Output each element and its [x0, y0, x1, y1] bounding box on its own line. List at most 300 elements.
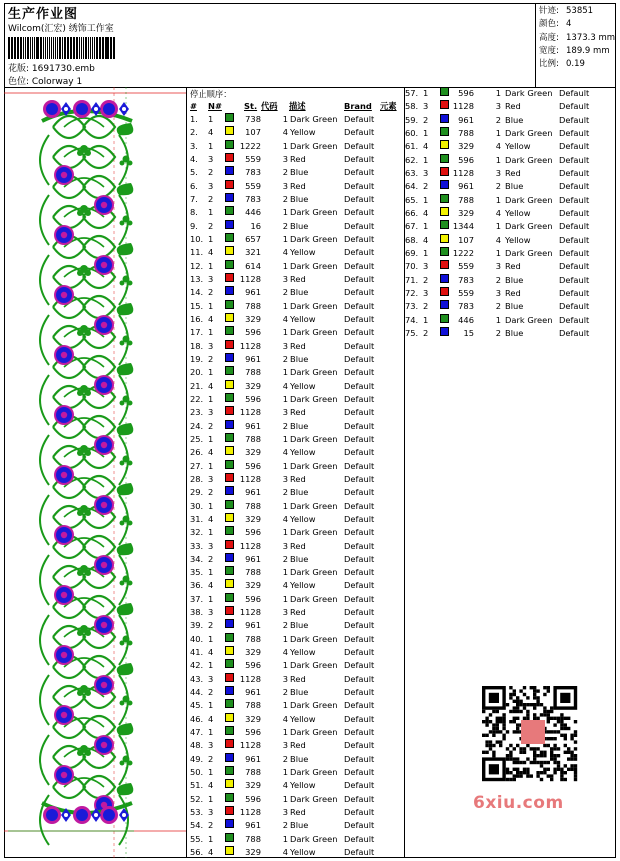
color-description: Yellow: [290, 380, 316, 391]
needle-number: 3: [208, 153, 214, 164]
color-swatch: [225, 406, 234, 415]
needle-number: 3: [208, 340, 214, 351]
needle-number: 1: [208, 833, 214, 844]
color-description: Blue: [290, 820, 309, 831]
stitch-count: 329: [245, 647, 261, 658]
stitch-count: 1128: [452, 101, 474, 112]
color-code: 3: [282, 180, 288, 191]
stitch-count: 596: [245, 393, 261, 404]
stitch-count: 446: [245, 207, 261, 218]
color-swatch: [440, 140, 449, 149]
stop-index: 58.: [405, 101, 419, 112]
color-code: 1: [282, 460, 288, 471]
col-code-header: 代码: [261, 101, 278, 111]
needle-number: 1: [208, 767, 214, 778]
stop-index: 62.: [405, 154, 419, 165]
stitch-count: 329: [245, 580, 261, 591]
stitch-count: 596: [245, 460, 261, 471]
color-code: 1: [282, 700, 288, 711]
brand-name: Default: [559, 181, 590, 192]
stop-index: 61.: [405, 141, 419, 152]
color-swatch: [225, 313, 234, 322]
brand-name: Default: [344, 167, 375, 178]
stitch-count: 1128: [239, 407, 261, 418]
color-description: Dark Green: [505, 194, 553, 205]
stitch-count: 559: [245, 153, 261, 164]
needle-number: 1: [208, 207, 214, 218]
stop-index: 29.: [190, 487, 204, 498]
stitch-count: 1128: [239, 340, 261, 351]
color-code: 4: [282, 580, 288, 591]
brand-name: Default: [344, 193, 375, 204]
color-description: Yellow: [290, 713, 316, 724]
stop-row: [405, 87, 615, 100]
color-code: 3: [495, 167, 501, 178]
color-code: 1: [282, 327, 288, 338]
color-swatch: [225, 460, 234, 469]
needle-number: 2: [208, 553, 214, 564]
needle-number: 2: [423, 327, 429, 338]
color-description: Dark Green: [290, 767, 338, 778]
stitch-count: 788: [245, 633, 261, 644]
stop-row: [405, 167, 615, 180]
stop-index: 34.: [190, 553, 204, 564]
color-swatch: [225, 513, 234, 522]
brand-name: Default: [344, 753, 375, 764]
color-description: Blue: [505, 327, 524, 338]
stop-row: [190, 673, 402, 686]
brand-name: Default: [344, 633, 375, 644]
stitch-count: 961: [245, 420, 261, 431]
stop-index: 32.: [190, 527, 204, 538]
brand-name: Default: [344, 820, 375, 831]
needle-number: 4: [208, 780, 214, 791]
needle-number: 2: [208, 167, 214, 178]
stitch-count: 596: [245, 527, 261, 538]
stop-index: 47.: [190, 727, 204, 738]
stop-index: 37.: [190, 593, 204, 604]
brand-name: Default: [344, 793, 375, 804]
stitch-count: 961: [245, 287, 261, 298]
needle-number: 3: [208, 807, 214, 818]
brand-name: Default: [559, 221, 590, 232]
needle-number: 4: [208, 713, 214, 724]
color-description: Dark Green: [290, 367, 338, 378]
stop-index: 55.: [190, 833, 204, 844]
color-description: Yellow: [290, 647, 316, 658]
stitch-count: 446: [458, 314, 474, 325]
stop-index: 24.: [190, 420, 204, 431]
color-description: Yellow: [290, 580, 316, 591]
color-description: Blue: [290, 753, 309, 764]
color-swatch: [225, 366, 234, 375]
stitch-count: 961: [245, 487, 261, 498]
color-description: Blue: [290, 353, 309, 364]
brand-name: Default: [344, 447, 375, 458]
color-description: Red: [505, 261, 521, 272]
needle-number: 1: [208, 114, 214, 124]
needle-number: 4: [208, 580, 214, 591]
color-code: 3: [495, 287, 501, 298]
color-swatch: [225, 846, 234, 855]
stop-row: [190, 846, 402, 859]
needle-number: 2: [208, 820, 214, 831]
brand-name: Default: [344, 713, 375, 724]
brand-name: Default: [559, 314, 590, 325]
col-elem-header: 元素: [380, 101, 397, 111]
color-description: Dark Green: [505, 154, 553, 165]
color-code: 4: [282, 780, 288, 791]
design-preview: [4, 87, 187, 858]
needle-number: 2: [208, 487, 214, 498]
color-swatch: [440, 260, 449, 269]
needle-number: 4: [208, 647, 214, 658]
stitch-count: 329: [245, 513, 261, 524]
stop-index: 22.: [190, 393, 204, 404]
color-description: Blue: [290, 687, 309, 698]
color-swatch: [225, 833, 234, 842]
color-swatch: [440, 114, 449, 123]
stop-index: 8.: [190, 207, 198, 218]
brand-name: Default: [344, 340, 375, 351]
color-swatch: [225, 420, 234, 429]
brand-name: Default: [344, 513, 375, 524]
stitch-count: 1128: [239, 540, 261, 551]
stop-index: 35.: [190, 567, 204, 578]
color-code: 1: [495, 194, 501, 205]
stop-row: [190, 113, 402, 126]
color-code: 1: [282, 300, 288, 311]
color-code: 2: [282, 220, 288, 231]
color-code: 1: [282, 393, 288, 404]
brand-name: Default: [344, 153, 375, 164]
info-row: [539, 58, 616, 71]
brand-name: Default: [344, 580, 375, 591]
stop-index: 38.: [190, 607, 204, 618]
stop-row: [190, 153, 402, 166]
needle-number: 2: [423, 274, 429, 285]
info-row: [539, 5, 616, 18]
stop-row: [190, 593, 402, 606]
watermark-logo: 6xiu.com: [473, 793, 564, 813]
color-description: Blue: [290, 420, 309, 431]
brand-name: Default: [344, 180, 375, 191]
stop-row: [190, 420, 402, 433]
needle-number: 3: [208, 407, 214, 418]
needle-number: 1: [208, 593, 214, 604]
color-swatch: [225, 300, 234, 309]
brand-name: Default: [344, 273, 375, 284]
stop-index: 10.: [190, 233, 204, 244]
needle-number: 1: [208, 140, 214, 151]
color-swatch: [225, 793, 234, 802]
stop-index: 70.: [405, 261, 419, 272]
brand-name: Default: [344, 353, 375, 364]
stitch-count: 596: [245, 793, 261, 804]
color-code: 1: [282, 767, 288, 778]
color-code: 2: [495, 274, 501, 285]
needle-number: 4: [423, 234, 429, 245]
color-swatch: [225, 340, 234, 349]
stop-index: 16.: [190, 313, 204, 324]
brand-name: Default: [344, 780, 375, 791]
color-code: 3: [282, 540, 288, 551]
color-swatch: [225, 500, 234, 509]
color-code: 1: [282, 593, 288, 604]
color-description: Dark Green: [290, 140, 338, 151]
brand-name: Default: [559, 88, 590, 98]
info-value: 189.9 mm: [566, 45, 610, 56]
stop-index: 67.: [405, 221, 419, 232]
stop-list-column-1: [190, 100, 402, 859]
stop-row: [190, 393, 402, 406]
color-code: 2: [282, 287, 288, 298]
stitch-count: 961: [245, 753, 261, 764]
stop-row: [405, 140, 615, 153]
stitch-count: 596: [245, 727, 261, 738]
stitch-count: 788: [245, 367, 261, 378]
color-swatch: [225, 260, 234, 269]
stop-row: [190, 473, 402, 486]
color-code: 4: [282, 380, 288, 391]
color-code: 4: [282, 513, 288, 524]
needle-number: 1: [208, 793, 214, 804]
stitch-count: 596: [245, 660, 261, 671]
color-code: 1: [282, 433, 288, 444]
color-swatch: [225, 486, 234, 495]
stitch-count: 107: [245, 127, 261, 138]
color-code: 3: [282, 607, 288, 618]
stop-row: [190, 579, 402, 592]
stop-row: [190, 726, 402, 739]
page-title: 生产作业图: [8, 7, 79, 22]
stop-list-column-2: [405, 87, 615, 340]
color-swatch: [440, 327, 449, 336]
color-swatch: [225, 180, 234, 189]
color-description: Yellow: [505, 207, 531, 218]
brand-name: Default: [559, 101, 590, 112]
stop-row: [190, 126, 402, 139]
stop-index: 41.: [190, 647, 204, 658]
brand-name: Default: [344, 460, 375, 471]
stop-row: [190, 380, 402, 393]
stitch-count: 614: [245, 260, 261, 271]
color-swatch: [440, 194, 449, 203]
color-swatch: [225, 540, 234, 549]
color-swatch: [225, 113, 234, 122]
brand-name: Default: [344, 380, 375, 391]
brand-name: Default: [559, 207, 590, 218]
color-code: 1: [282, 500, 288, 511]
col-desc-header: 描述: [289, 101, 306, 111]
color-description: Red: [290, 340, 306, 351]
stitch-count: 961: [458, 181, 474, 192]
stop-row: [190, 206, 402, 219]
brand-name: Default: [344, 767, 375, 778]
brand-name: Default: [344, 593, 375, 604]
color-swatch: [440, 220, 449, 229]
stop-index: 42.: [190, 660, 204, 671]
color-code: 1: [495, 247, 501, 258]
color-swatch: [225, 140, 234, 149]
needle-number: 4: [208, 247, 214, 258]
stop-row: [190, 233, 402, 246]
color-swatch: [225, 380, 234, 389]
color-code: 1: [282, 793, 288, 804]
color-swatch: [225, 606, 234, 615]
col-brand-header: Brand: [344, 101, 372, 111]
stop-index: 15.: [190, 300, 204, 311]
needle-number: 3: [423, 167, 429, 178]
stop-index: 73.: [405, 301, 419, 312]
color-description: Blue: [505, 114, 524, 125]
brand-name: Default: [559, 234, 590, 245]
color-description: Yellow: [290, 127, 316, 138]
stop-index: 23.: [190, 407, 204, 418]
brand-name: Default: [344, 527, 375, 538]
stitch-count: 559: [458, 287, 474, 298]
stitch-count: 738: [245, 114, 261, 124]
stop-row: [190, 446, 402, 459]
stop-row: [405, 100, 615, 113]
stitch-count: 329: [458, 141, 474, 152]
stop-index: 46.: [190, 713, 204, 724]
stop-list-header: [190, 100, 402, 113]
needle-number: 1: [208, 633, 214, 644]
needle-number: 4: [208, 127, 214, 138]
needle-number: 3: [208, 540, 214, 551]
color-swatch: [440, 314, 449, 323]
color-code: 3: [495, 101, 501, 112]
color-code: 4: [495, 207, 501, 218]
stop-row: [405, 234, 615, 247]
color-description: Red: [290, 180, 306, 191]
color-swatch: [225, 233, 234, 242]
stitch-count: 1222: [452, 247, 474, 258]
brand-name: Default: [344, 620, 375, 631]
color-description: Dark Green: [505, 88, 553, 98]
stop-row: [190, 460, 402, 473]
color-description: Dark Green: [505, 314, 553, 325]
needle-number: 1: [423, 221, 429, 232]
info-value: 0.19: [566, 59, 585, 70]
color-description: Blue: [505, 181, 524, 192]
stitch-count: 1128: [239, 607, 261, 618]
color-code: 1: [282, 527, 288, 538]
stop-row: [190, 193, 402, 206]
brand-name: Default: [344, 140, 375, 151]
color-code: 3: [282, 473, 288, 484]
needle-number: 3: [208, 473, 214, 484]
stitch-count: 657: [245, 233, 261, 244]
color-code: 2: [495, 114, 501, 125]
color-code: 3: [282, 673, 288, 684]
color-swatch: [225, 393, 234, 402]
needle-number: 1: [208, 233, 214, 244]
stop-index: 28.: [190, 473, 204, 484]
stop-index: 25.: [190, 433, 204, 444]
stitch-count: 788: [245, 833, 261, 844]
stitch-count: 1344: [452, 221, 474, 232]
needle-number: 4: [208, 513, 214, 524]
color-description: Dark Green: [290, 500, 338, 511]
stitch-count: 1128: [239, 740, 261, 751]
color-description: Dark Green: [290, 660, 338, 671]
stop-row: [190, 806, 402, 819]
color-description: Yellow: [290, 847, 316, 858]
color-description: Dark Green: [505, 127, 553, 138]
color-code: 2: [282, 487, 288, 498]
color-swatch: [225, 633, 234, 642]
needle-number: 3: [208, 273, 214, 284]
brand-name: Default: [344, 700, 375, 711]
color-description: Red: [290, 407, 306, 418]
brand-name: Default: [344, 313, 375, 324]
color-description: Red: [290, 673, 306, 684]
color-description: Yellow: [290, 447, 316, 458]
brand-name: Default: [344, 207, 375, 218]
info-value: 1373.3 mm: [566, 32, 616, 43]
color-swatch: [225, 166, 234, 175]
stitch-count: 1128: [239, 807, 261, 818]
stop-row: [190, 659, 402, 672]
stop-index: 9.: [190, 220, 198, 231]
stitch-count: 788: [245, 567, 261, 578]
stop-row: [405, 154, 615, 167]
stitch-count: 1128: [452, 167, 474, 178]
stitch-count: 329: [458, 207, 474, 218]
color-code: 1: [495, 88, 501, 98]
needle-number: 2: [208, 220, 214, 231]
needle-number: 3: [423, 101, 429, 112]
color-swatch: [225, 206, 234, 215]
brand-name: Default: [344, 540, 375, 551]
info-value: 4: [566, 19, 572, 30]
brand-name: Default: [344, 300, 375, 311]
color-swatch: [225, 473, 234, 482]
stop-row: [190, 540, 402, 553]
color-swatch: [225, 326, 234, 335]
stitch-count: 559: [245, 180, 261, 191]
color-swatch: [225, 220, 234, 229]
stop-index: 44.: [190, 687, 204, 698]
brand-name: Default: [344, 487, 375, 498]
stop-row: [405, 287, 615, 300]
info-row: [539, 18, 616, 31]
stop-index: 53.: [190, 807, 204, 818]
stop-index: 71.: [405, 274, 419, 285]
color-description: Dark Green: [290, 207, 338, 218]
color-code: 4: [495, 234, 501, 245]
stop-index: 18.: [190, 340, 204, 351]
color-code: 3: [282, 273, 288, 284]
stitch-count: 783: [458, 301, 474, 312]
stop-row: [190, 713, 402, 726]
stop-row: [190, 486, 402, 499]
stop-index: 12.: [190, 260, 204, 271]
col-n-header: N#: [208, 101, 222, 111]
barcode: [8, 37, 116, 59]
color-description: Red: [290, 740, 306, 751]
color-description: Yellow: [505, 234, 531, 245]
color-description: Dark Green: [290, 700, 338, 711]
stop-index: 68.: [405, 234, 419, 245]
needle-number: 4: [208, 847, 214, 858]
stop-index: 51.: [190, 780, 204, 791]
brand-name: Default: [344, 740, 375, 751]
color-swatch: [225, 739, 234, 748]
color-code: 1: [282, 233, 288, 244]
